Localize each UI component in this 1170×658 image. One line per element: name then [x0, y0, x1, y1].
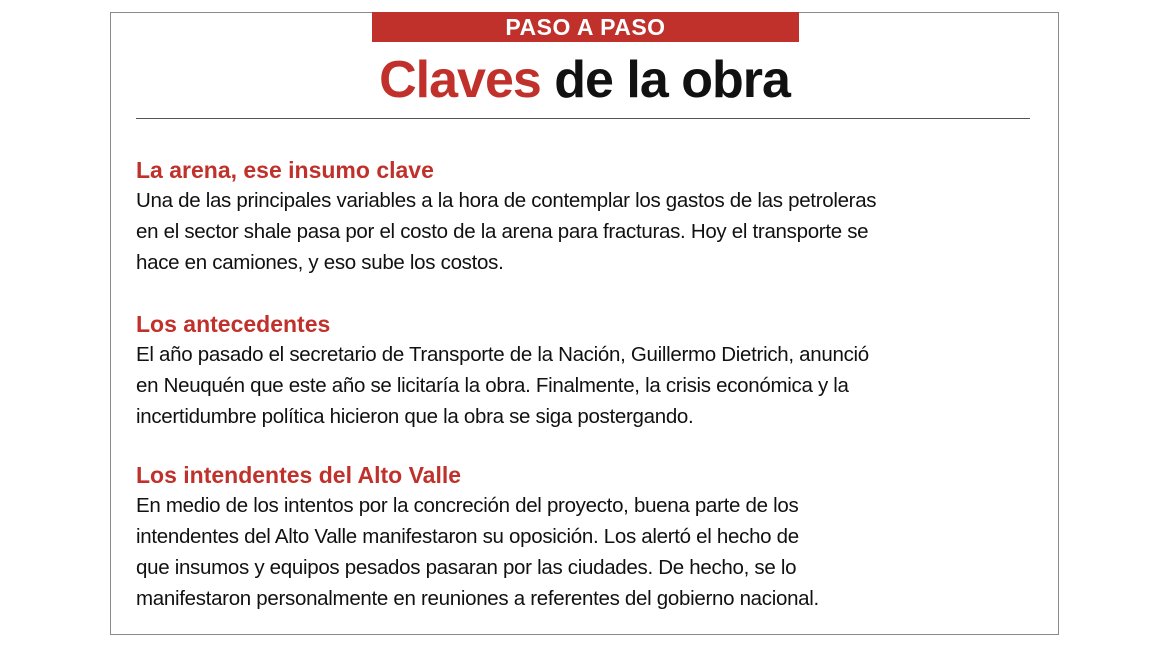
- section-text-line: En medio de los intentos por la concreción del proyecto, buena parte de los: [136, 494, 799, 517]
- section-text-line: hace en camiones, y eso sube los costos.: [136, 251, 504, 274]
- section-text-line: que insumos y equipos pesados pasaran por las ciudades. De hecho, se lo: [136, 556, 797, 579]
- section-antecedentes: [136, 309, 1041, 432]
- section-text-line: en el sector shale pasa por el costo de la arena para fracturas. Hoy el transporte se: [136, 220, 869, 243]
- title-rest: de la obra: [540, 51, 790, 109]
- kicker-label: PASO A PASO: [372, 12, 799, 42]
- section-intendentes: [136, 460, 1041, 614]
- section-heading: La arena, ese insumo clave: [136, 157, 434, 183]
- section-heading: Los antecedentes: [136, 311, 331, 337]
- section-text-line: El año pasado el secretario de Transporte de la Nación, Guillermo Dietrich, anunció: [136, 343, 869, 366]
- title-divider: [136, 118, 1030, 119]
- section-text-line: intendentes del Alto Valle manifestaron su oposición. Los alertó el hecho de: [136, 525, 799, 548]
- section-text-line: manifestaron personalmente en reuniones a referentes del gobierno nacional.: [136, 587, 819, 610]
- section-arena: [136, 155, 1041, 278]
- page-title: [110, 48, 1059, 112]
- section-text-line: incertidumbre política hicieron que la obra se siga postergando.: [136, 405, 694, 428]
- section-text-line: Una de las principales variables a la hora de contemplar los gastos de las petroleras: [136, 189, 877, 212]
- section-text-line: en Neuquén que este año se licitaría la obra. Finalmente, la crisis económica y la: [136, 374, 849, 397]
- section-heading: Los intendentes del Alto Valle: [136, 462, 462, 488]
- title-accent: Claves: [379, 51, 541, 109]
